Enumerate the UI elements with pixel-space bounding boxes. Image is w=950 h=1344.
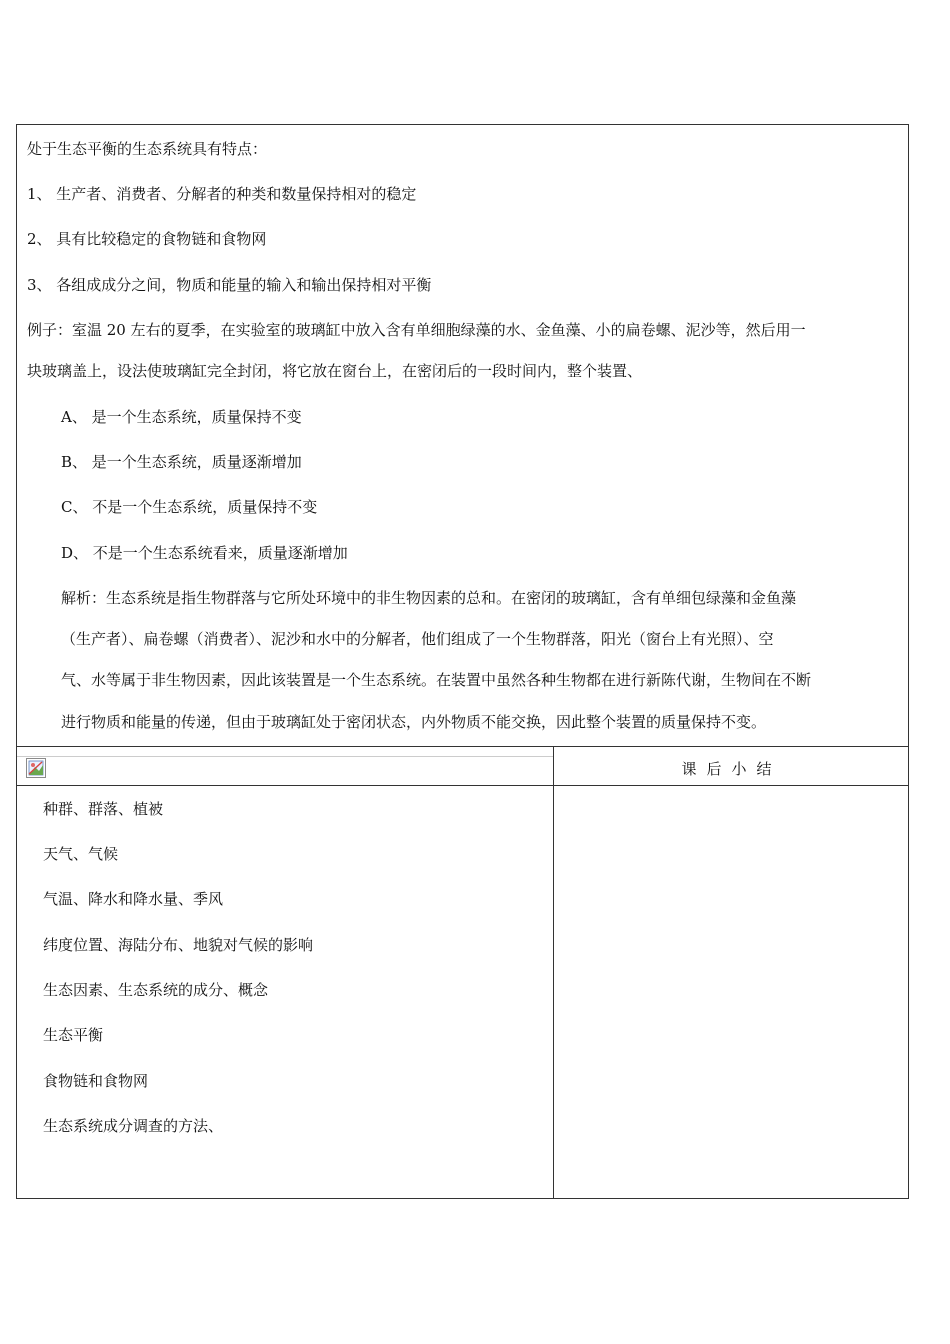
- analysis-line: 气、水等属于非生物因素，因此该装置是一个生态系统。在装置中虽然各种生物都在进行新陈代谢，生物间在不断: [61, 671, 812, 689]
- topics-header: [17, 747, 553, 786]
- topic-item: 纬度位置、海陆分布、地貌对气候的影响: [43, 936, 314, 954]
- topic-item: 食物链和食物网: [43, 1072, 149, 1090]
- divider: [17, 756, 553, 757]
- analysis-line: （生产者）、扁卷螺（消费者）、泥沙和水中的分解者，他们组成了一个生物群落，阳光（窗台上有光照）、空: [61, 630, 774, 648]
- content-cell: [17, 125, 908, 747]
- broken-image-icon: [26, 758, 46, 778]
- example-line: 例子：室温 20 左右的夏季，在实验室的玻璃缸中放入含有单细胞绿藻的水、金鱼藻、小的扁卷螺、泥沙等，然后用一: [27, 321, 806, 339]
- topic-item: 生态因素、生态系统的成分、概念: [43, 981, 269, 999]
- intro-text: 处于生态平衡的生态系统具有特点：: [27, 140, 268, 158]
- option-c: C、 不是一个生态系统，质量保持不变: [61, 498, 318, 516]
- analysis-line: 进行物质和能量的传递，但由于玻璃缸处于密闭状态，内外物质不能交换，因此整个装置的质量保持不变。: [61, 713, 767, 731]
- topic-item: 生态平衡: [43, 1026, 104, 1044]
- topic-item: 天气、气候: [43, 845, 119, 863]
- topics-cell: [17, 747, 554, 1199]
- option-b: B、 是一个生态系统，质量逐渐增加: [61, 453, 302, 471]
- topic-item: 生态系统成分调查的方法、: [43, 1117, 224, 1135]
- topic-item: 气温、降水和降水量、季风: [43, 890, 224, 908]
- topic-item: 种群、群落、植被: [43, 800, 164, 818]
- example-line: 块玻璃盖上，设法使玻璃缸完全封闭，将它放在窗台上，在密闭后的一段时间内，整个装置、: [27, 362, 643, 380]
- feature-item: 3、 各组成成分之间，物质和能量的输入和输出保持相对平衡: [27, 276, 432, 294]
- analysis-line: 解析：生态系统是指生物群落与它所处环境中的非生物因素的总和。在密闭的玻璃缸，含有单细包绿藻和金鱼藻: [61, 589, 797, 607]
- summary-header: 课后小结: [554, 747, 909, 786]
- option-d: D、 不是一个生态系统看来，质量逐渐增加: [61, 544, 348, 562]
- feature-item: 1、 生产者、消费者、分解者的种类和数量保持相对的稳定: [27, 185, 417, 203]
- option-a: A、 是一个生态系统，质量保持不变: [61, 408, 302, 426]
- lesson-table: [16, 124, 909, 1199]
- summary-cell: [554, 747, 909, 1199]
- feature-item: 2、 具有比较稳定的食物链和食物网: [27, 230, 267, 248]
